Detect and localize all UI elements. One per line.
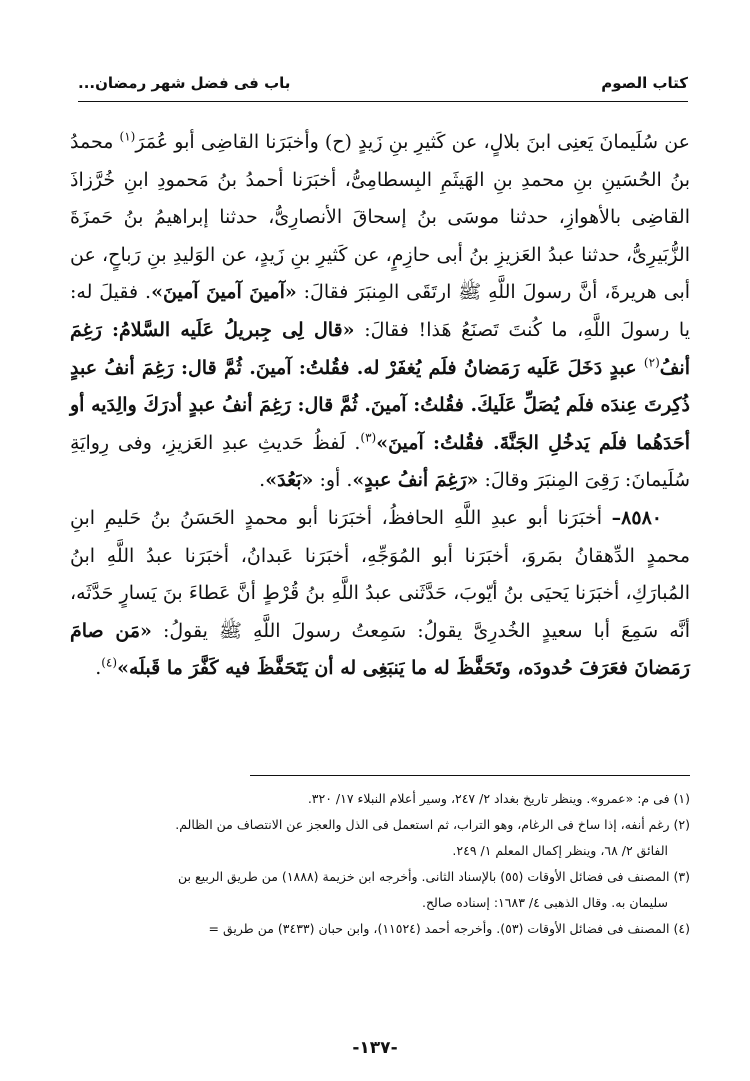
text-run: .	[259, 469, 266, 492]
text-run: محمدُ بنُ الحُسَينِ بنِ محمدِ بنِ الهَيثَمِ البِسطامِىُّ، أخبَرَنا أحمدُ بنُ مَحمودِ ابنِ خُرَّزاذَ القاضِى بالأهوازِ، حدثنا موسَى بنُ إسحاقَ الأنصارِىُّ، حدثنا إبراهيمُ بنُ حَمزَةَ الزُّبَيرِىُّ، حدثنا عبدُ العَزيزِ بنُ أبى حازِمٍ، عن كَثيرِ بنِ زَيدٍ، عن الوَليدِ بنِ رَباحٍ، عن أبى هريرةَ، أنَّ رسولَ اللَّهِ ﷺ ارتَقَى المِنبَرَ فقالَ:	[70, 131, 691, 304]
footnote-ref-4[interactable]: (٤)	[101, 655, 118, 670]
paragraph-hadith-8580	[70, 500, 690, 688]
footnote-ref-2[interactable]: (٢)	[643, 355, 660, 370]
footnote-4: (٤) المصنف فى فضائل الأوقات (٥٣). وأخرجه أحمد (١١٥٢٤)، وابن حبان (٣٤٣٣) من طريق =	[208, 921, 690, 936]
text-run: . أو:	[313, 469, 353, 492]
chapter-title: باب فى فضل شهر رمضان...	[78, 74, 291, 92]
footnote-3: (٣) المصنف فى فضائل الأوقات (٥٥) بالإسناد الثانى. وأخرجه ابن خزيمة (١٨٨٨) من طريق الربيع بن	[178, 869, 690, 884]
hadith-quote: «بَعُدَ»	[265, 469, 314, 492]
text-run: . لَفظُ حَديثِ عبدِ العَزيزِ، وفى رِوايَةِ سُلَيمانَ: رَقِىَ المِنبَرَ وقالَ:	[70, 431, 690, 492]
page-number: -١٣٧-	[352, 1038, 398, 1058]
footnote-ref-3[interactable]: (٣)	[360, 430, 377, 445]
text-run: أخبَرَنا أبو عبدِ اللَّهِ الحافظُ، أخبَرَنا أبو محمدٍ الحَسَنُ بنُ حَليمِ ابنِ محمدٍ الدِّهقانُ بمَروَ، أخبَرَنا أبو المُوَجِّهِ، أخبَرَنا عَبدانُ، أخبَرَنا عبدُ اللَّهِ ابنُ المُبارَكِ، أخبَرَنا يَحيَى بنُ أيّوبَ، حَدَّثَنى عبدُ اللَّهِ بنُ قُرْطٍ أنَّ عَطاءَ بنَ يَسارٍ حَدَّثَه، أنَّه سَمِعَ أبا سعيدٍ الخُدرِىَّ يقولُ: سَمِعتُ رسولَ اللَّهِ ﷺ يقولُ:	[70, 506, 690, 642]
footnote-2-continuation: الفائق ٢/ ٦٨، وينظر إكمال المعلم ١/ ٢٤٩.	[452, 843, 668, 858]
header-divider	[78, 101, 688, 102]
text-run: .	[95, 657, 102, 680]
hadith-number: ٨٥٨٠–	[611, 506, 662, 529]
text-run: . فقيلَ له: يا رسولَ اللَّهِ، ما كُنتَ تَصنَعُ هَذا! فقالَ:	[70, 281, 690, 341]
running-header	[78, 70, 688, 100]
hadith-quote: «رَغِمَ أنفُ عبدٍ»	[352, 469, 479, 492]
text-run: عن سُلَيمانَ يَعنِى ابنَ بلالٍ، عن كَثيرِ بنِ زَيدٍ (ح) وأخبَرَنا القاضِى أبو عُمَرَ	[135, 131, 690, 153]
main-text	[70, 124, 690, 688]
hadith-quote: «مَن صامَ رَمَضانَ فعَرَفَ حُدودَه، وتَحَفَّظَ له ما يَنبَغِى له أن يَتَحَفَّظَ فيه كَفَّرَ ما قَبلَه»	[70, 619, 690, 680]
footnote-divider	[250, 775, 690, 776]
hadith-quote: «قال لِى جِبريلُ عَلَيه السَّلامُ: رَغِمَ أنفُ	[70, 318, 690, 379]
book-title: كتاب الصوم	[601, 74, 688, 92]
hadith-quote: عبدٍ دَخَلَ عَلَيه رَمَضانُ فلَم يُغفَرْ له. فقُلتُ: آمينَ. ثُمَّ قال: رَغِمَ أنفُ عبدٍ ذُكِرتَ عِندَه فلَم يُصَلِّ عَلَيكَ. فقُلتُ: آمينَ. ثُمَّ قال: رَغِمَ أنفُ عبدٍ أدرَكَ والِدَيه أو أحَدَهُما فلَم يَدخُلِ الجَنَّةَ. فقُلتُ: آمينَ»	[70, 356, 690, 454]
footnote-1: (١) فى م: «عمرو». وينظر تاريخ بغداد ٢/ ٢٤٧، وسير أعلام النبلاء ١٧/ ٣٢٠.	[307, 791, 690, 806]
footnote-ref-1[interactable]: (١)	[119, 129, 136, 144]
footnotes	[70, 786, 690, 942]
paragraph-hadith-8579	[70, 124, 690, 500]
footnote-3-continuation: سليمان به. وقال الذهبى ٤/ ١٦٨٣: إسناده صالح.	[421, 895, 668, 910]
hadith-quote: «آمينَ آمينَ آمينَ»	[151, 281, 297, 304]
footnote-2: (٢) رغم أنفه، إذا ساخ فى الرغام، وهو التراب، ثم استعمل فى الذل والعجز عن الانتصاف من الظالم.	[175, 817, 690, 832]
